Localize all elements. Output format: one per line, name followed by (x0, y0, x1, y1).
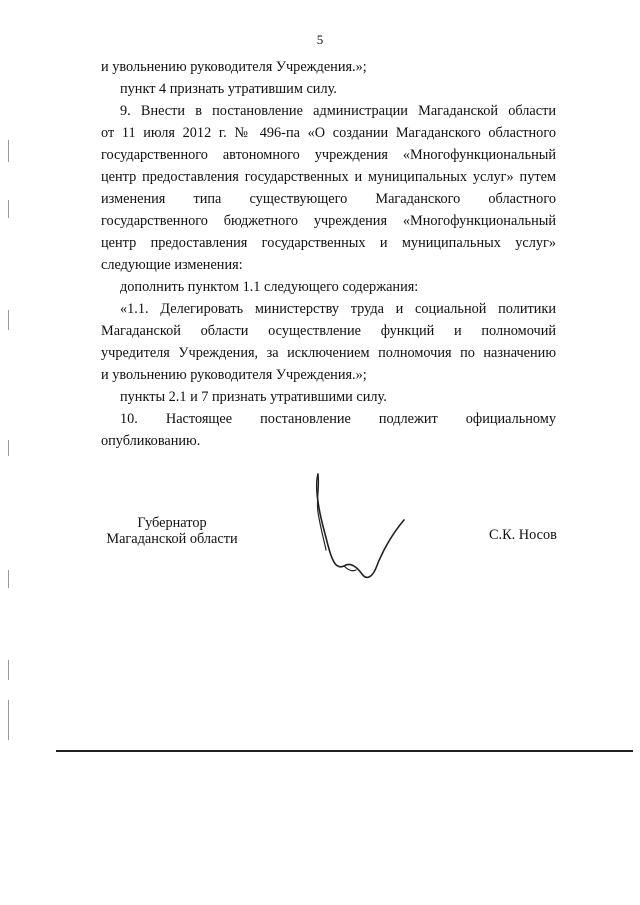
text-line: государственного бюджетного учреждения «Многофункциональный (101, 213, 556, 229)
text-line: изменения типа существующего Магаданского областного (101, 191, 556, 207)
text-line: «1.1. Делегировать министерству труда и социальной политики (120, 301, 556, 317)
text-line: и увольнению руководителя Учреждения.»; (101, 59, 367, 75)
text-line: учредителя Учреждения, за исключением полномочия по назначению (101, 345, 556, 361)
text-line: пункты 2.1 и 7 признать утратившими силу. (120, 389, 387, 405)
text-line: 9. Внести в постановление администрации Магаданской области (120, 103, 556, 119)
signatory-title-line: Губернатор (137, 515, 207, 531)
signatory-title-line: Магаданской области (106, 531, 238, 547)
text-line: и увольнению руководителя Учреждения.»; (101, 367, 367, 383)
text-line: 10. Настоящее постановление подлежит официальному (120, 411, 556, 427)
text-line: центр предоставления государственных и муниципальных услуг» путем (101, 169, 556, 185)
text-line: опубликованию. (101, 433, 201, 449)
text-line: пункт 4 признать утратившим силу. (120, 81, 337, 97)
page-number: 5 (316, 32, 324, 47)
text-line: дополнить пунктом 1.1 следующего содержания: (120, 279, 419, 295)
text-line: центр предоставления государственных и муниципальных услуг» (101, 235, 556, 251)
signatory-title (102, 515, 242, 547)
handwritten-signature (300, 470, 420, 590)
text-line: следующие изменения: (101, 257, 243, 273)
document-body (101, 56, 556, 452)
text-line: государственного автономного учреждения «Многофункциональный (101, 147, 556, 163)
text-line: от 11 июля 2012 г. № 496-па «О создании Магаданского областного (101, 125, 556, 141)
bottom-rule (56, 750, 633, 752)
text-line: Магаданской области осуществление функций и полномочий (101, 323, 556, 339)
signatory-name: С.К. Носов (489, 527, 557, 543)
